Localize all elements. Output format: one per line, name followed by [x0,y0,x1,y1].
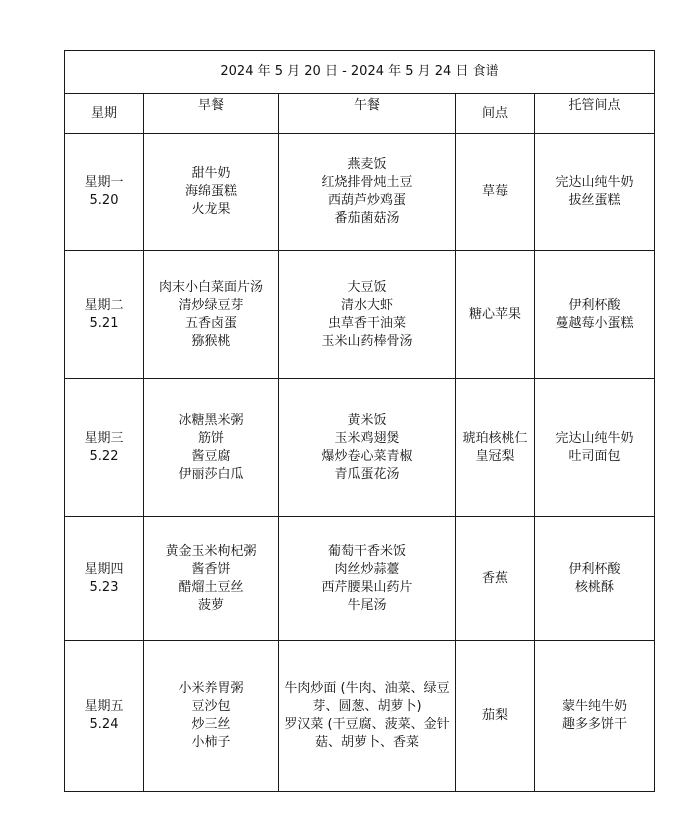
menu-item: 琥珀核桃仁 [462,430,528,446]
day-date: 5.21 [89,315,119,331]
menu-item: 燕麦饭 [347,157,387,172]
menu-item: 伊利杯酸 [568,561,621,577]
menu-item: 肉末小白菜面片汤 [158,279,263,295]
menu-item: 核桃酥 [574,579,614,595]
snack-cell [456,251,535,379]
day-cell [65,517,144,641]
menu-item: 蒙牛纯牛奶 [561,699,627,714]
menu-item: 火龙果 [191,202,231,217]
menu-item: 炒三丝 [191,717,231,732]
menu-item: 拔丝蛋糕 [568,193,621,208]
menu-item: 糖心苹果 [468,306,521,322]
menu-item: 黄米饭 [347,412,387,428]
care-snack-cell [535,134,655,251]
header-day: 星期 [65,94,144,134]
snack-cell [456,517,535,641]
menu-item: 醋熘土豆丝 [178,579,244,595]
menu-row [65,641,655,792]
menu-body [65,134,655,792]
breakfast-cell [144,251,279,379]
day-cell [65,379,144,517]
day-date: 5.24 [89,717,119,732]
menu-item: 伊利杯酸 [568,297,621,313]
care-snack-cell [535,379,655,517]
menu-item: 茄梨 [481,708,508,723]
breakfast-cell [144,641,279,792]
menu-item: 玉米山药棒骨汤 [321,333,413,349]
menu-item: 红烧排骨炖土豆 [321,175,413,190]
lunch-cell [279,134,456,251]
lunch-cell [279,251,456,379]
weekly-menu-table [64,50,655,792]
day-cell [65,641,144,792]
menu-item: 完达山纯牛奶 [555,430,634,446]
menu-item: 酱香饼 [191,561,231,577]
menu-item: 趣多多饼干 [561,717,627,732]
day-name: 星期二 [84,297,124,313]
breakfast-cell [144,134,279,251]
menu-title: 2024 年 5 月 20 日 - 2024 年 5 月 24 日 食谱 [65,51,655,94]
title-row [65,51,655,94]
care-snack-cell [535,517,655,641]
day-date: 5.22 [89,448,119,464]
menu-item: 菠萝 [197,597,224,613]
menu-item: 小柿子 [191,735,231,750]
day-cell [65,134,144,251]
lunch-cell [279,517,456,641]
menu-item: 清炒绿豆芽 [178,297,244,313]
menu-item: 牛肉炒面 (牛肉、油菜、绿豆芽、圆葱、胡萝卜) [284,681,450,714]
day-name: 星期一 [84,175,124,190]
menu-item: 吐司面包 [568,448,621,464]
menu-item: 冰糖黑米粥 [178,412,244,428]
menu-item: 大豆饭 [347,279,387,295]
menu-item: 爆炒卷心菜青椒 [321,448,413,464]
header-care-snack: 托管间点 [535,94,655,134]
menu-item: 葡萄干香米饭 [327,543,406,559]
menu-item: 番茄菌菇汤 [334,211,400,226]
care-snack-cell [535,641,655,792]
day-cell [65,251,144,379]
menu-row [65,517,655,641]
menu-item: 五香卤蛋 [184,315,237,331]
menu-item: 猕猴桃 [191,333,231,349]
snack-cell [456,379,535,517]
header-lunch: 午餐 [279,94,456,134]
menu-item: 西葫芦炒鸡蛋 [327,193,406,208]
menu-item: 香蕉 [481,570,508,586]
menu-item: 虫草香干油菜 [327,315,406,331]
day-name: 星期三 [84,430,124,446]
menu-row [65,379,655,517]
day-date: 5.23 [89,579,119,595]
menu-item: 小米养胃粥 [178,681,244,696]
menu-item: 酱豆腐 [191,448,231,464]
breakfast-cell [144,379,279,517]
menu-item: 蔓越莓小蛋糕 [555,315,634,331]
menu-item: 海绵蛋糕 [184,184,237,199]
breakfast-cell [144,517,279,641]
day-date: 5.20 [89,193,119,208]
menu-item: 豆沙包 [191,699,231,714]
menu-row [65,251,655,379]
snack-cell [456,134,535,251]
lunch-cell [279,379,456,517]
lunch-cell [279,641,456,792]
header-row [65,94,655,134]
menu-item: 清水大虾 [340,297,393,313]
menu-item: 牛尾汤 [347,597,387,613]
menu-item: 青瓜蛋花汤 [334,466,400,482]
menu-item: 肉丝炒蒜薹 [334,561,400,577]
header-breakfast: 早餐 [144,94,279,134]
snack-cell [456,641,535,792]
menu-row [65,134,655,251]
menu-item: 甜牛奶 [191,166,231,181]
menu-item: 罗汉菜 (干豆腐、菠菜、金针菇、胡萝卜、香菜 [284,717,450,750]
header-snack: 间点 [456,94,535,134]
day-name: 星期五 [84,699,124,714]
day-name: 星期四 [84,561,124,577]
menu-item: 西芹腰果山药片 [321,579,413,595]
menu-item: 黄金玉米枸杞粥 [165,543,257,559]
menu-item: 伊丽莎白瓜 [178,466,244,482]
menu-item: 皇冠梨 [475,448,515,464]
menu-item: 草莓 [481,184,508,199]
care-snack-cell [535,251,655,379]
menu-item: 完达山纯牛奶 [555,175,634,190]
menu-item: 筋饼 [197,430,224,446]
menu-item: 玉米鸡翅煲 [334,430,400,446]
